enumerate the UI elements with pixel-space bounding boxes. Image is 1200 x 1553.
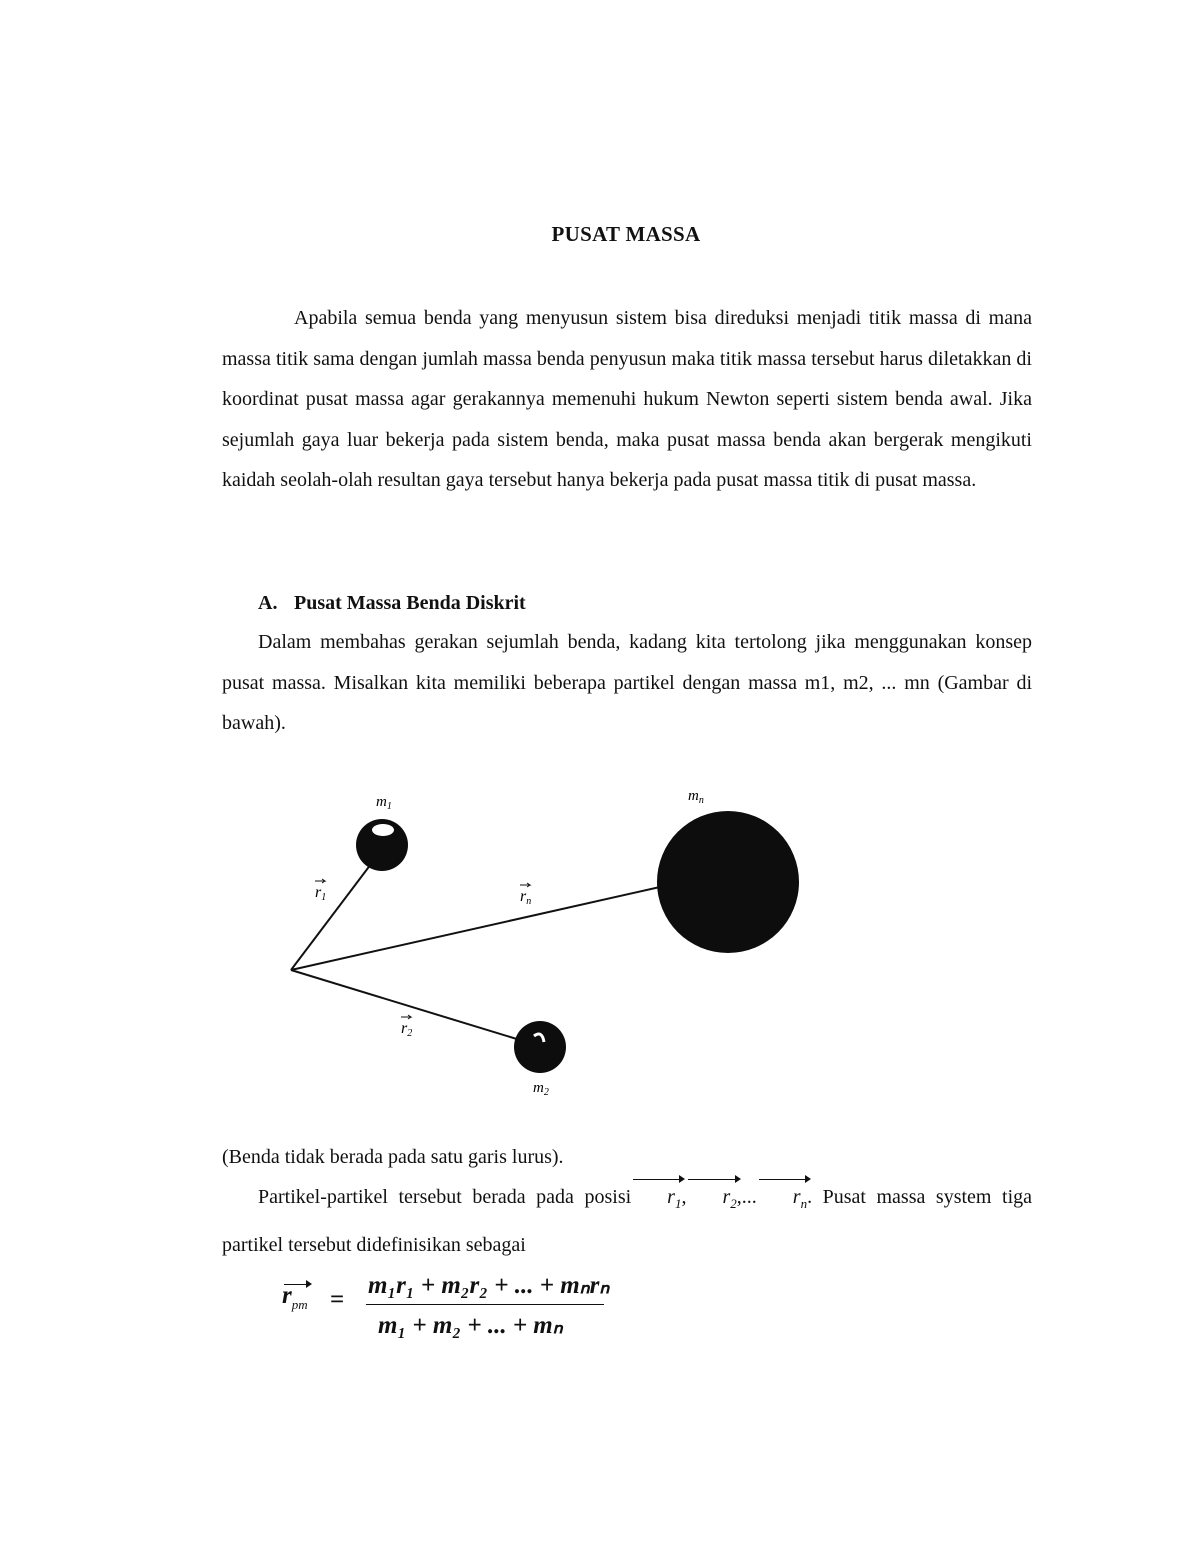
separator: , xyxy=(681,1186,687,1208)
formula-equals: = xyxy=(330,1286,345,1313)
positions-text-before: Partikel-partikel tersebut berada pada posisi xyxy=(258,1186,632,1208)
mass-mn-circle xyxy=(657,811,799,953)
vector-r1: $r_1$ xyxy=(631,1177,681,1225)
page-title: PUSAT MASSA xyxy=(551,222,701,246)
label-m2: $m_2$ xyxy=(533,1080,549,1098)
label-r2 xyxy=(401,1015,412,1039)
svg-text:rn: rn xyxy=(520,888,532,907)
vector-rn: $r_n$ xyxy=(757,1177,807,1225)
section-a-number: A. xyxy=(258,592,278,614)
formula-numerator: m₁r₁ + m₂r₂ + ... + mₙrₙ xyxy=(368,1272,610,1299)
vector-r2: $r_2$ xyxy=(686,1177,736,1225)
mass-m1-highlight xyxy=(372,824,394,836)
svg-text:r2: r2 xyxy=(401,1020,413,1039)
intro-paragraph: Apabila semua benda yang menyusun sistem bisa direduksi menjadi titik massa di mana massa titik sama dengan jumlah massa benda penyusun maka titik massa tersebut harus diletakkan di koordinat pusat massa agar gerakannya memenuhi hukum Newton seperti sistem benda awal. Jika sejumlah gaya luar bekerja pada sistem benda, maka pusat massa benda akan bergerak mengikuti kaidah seolah-olah resultan gaya tersebut hanya bekerja pada pusat massa titik di pusat massa. xyxy=(222,307,1032,491)
section-a-title: Pusat Massa Benda Diskrit xyxy=(294,592,526,614)
label-rn xyxy=(520,883,531,907)
figure-caption: (Benda tidak berada pada satu garis lurus). xyxy=(222,1146,564,1168)
formula-denominator: m₁ + m₂ + ... + mₙ xyxy=(378,1312,563,1339)
ellipsis: ... xyxy=(741,1186,757,1208)
center-of-mass-formula xyxy=(282,1270,622,1350)
label-m1: $m_1$ xyxy=(376,794,392,812)
formula-lhs: $r_{pm}$ xyxy=(282,1282,308,1312)
svg-text:r1: r1 xyxy=(315,884,327,903)
label-r1 xyxy=(315,879,326,903)
vector-rn-line xyxy=(291,887,660,970)
formula-fraction-bar xyxy=(366,1304,604,1305)
section-a-paragraph: Dalam membahas gerakan sejumlah benda, kadang kita tertolong jika menggunakan konsep pusat massa. Misalkan kita memiliki beberapa partikel dengan massa m1, m2, ... mn (Gambar di bawah). xyxy=(222,631,1032,734)
separator: , xyxy=(736,1186,742,1208)
positions-text-after: . Pusat massa system tiga partikel tersebut didefinisikan sebagai xyxy=(222,1186,1032,1256)
positions-paragraph xyxy=(222,1177,1032,1265)
label-mn: $m_n$ xyxy=(688,788,704,806)
mass-m2-circle xyxy=(514,1021,566,1073)
